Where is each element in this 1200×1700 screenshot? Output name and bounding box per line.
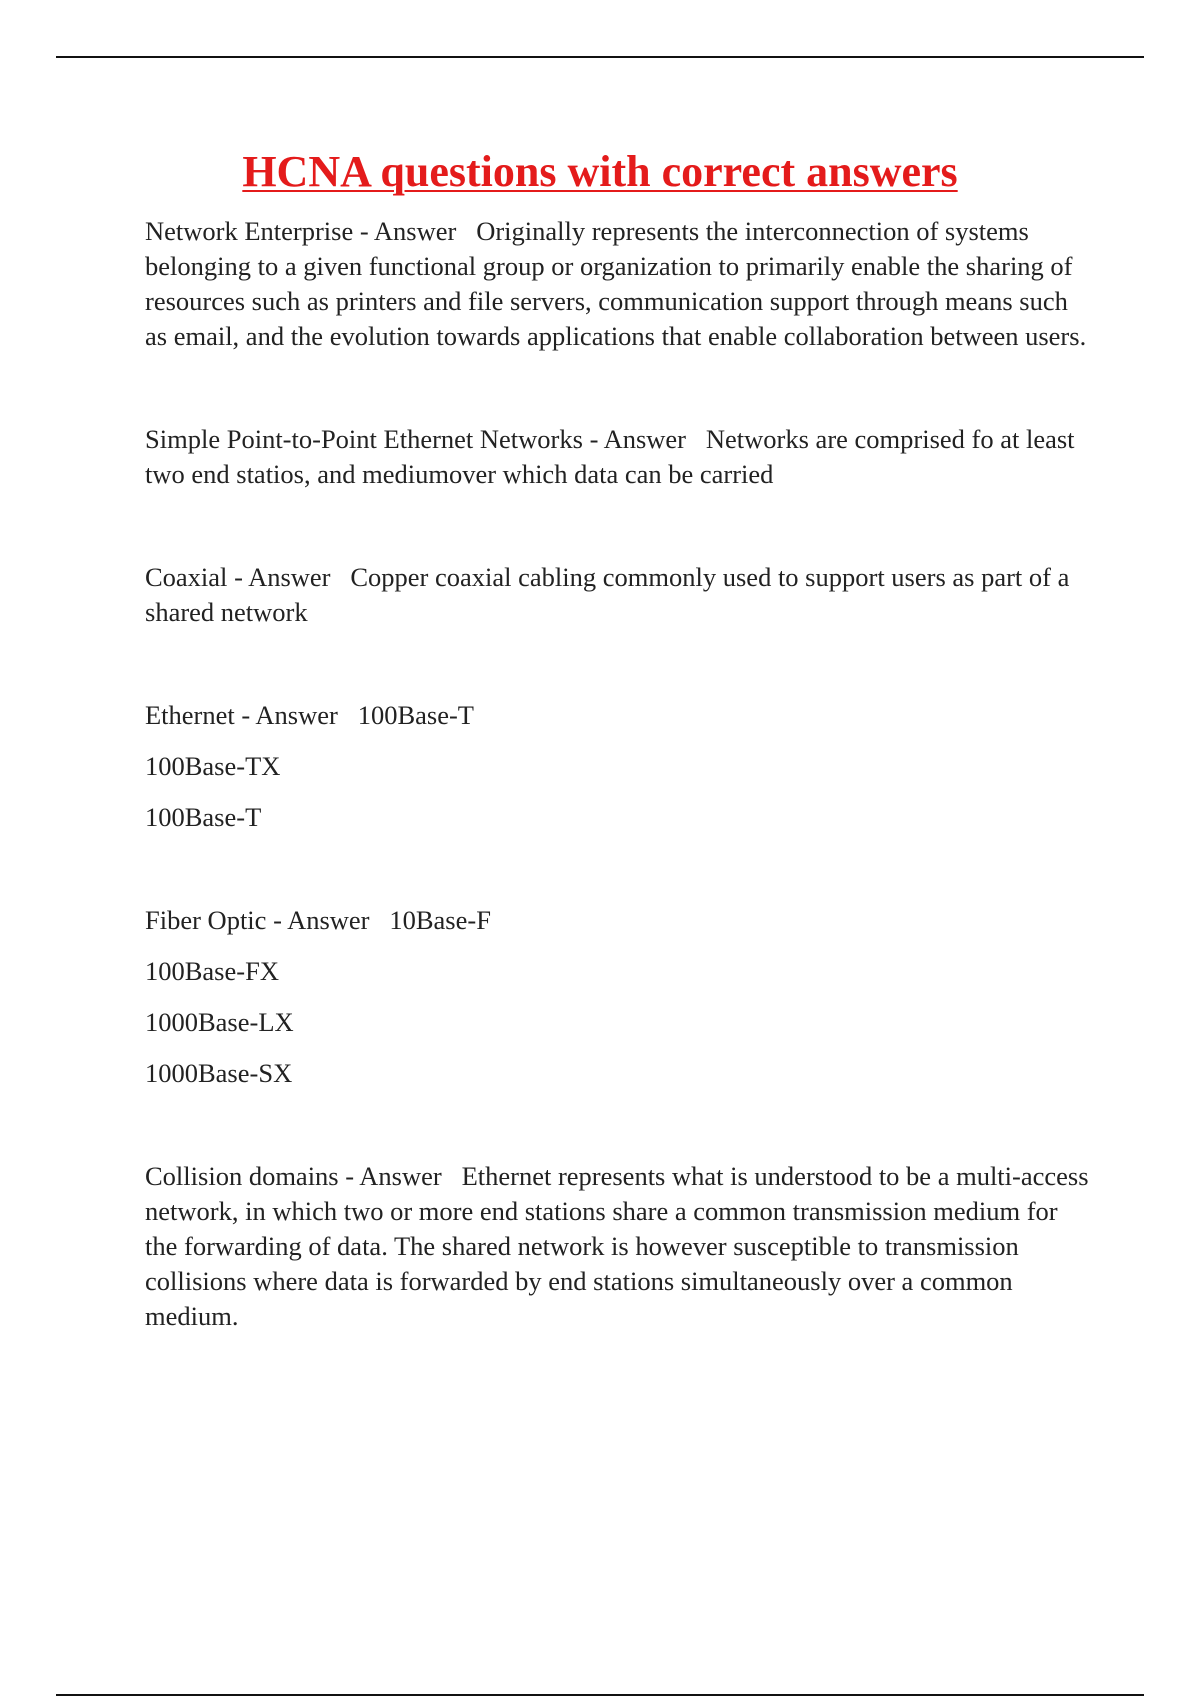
qa-text: Fiber Optic - Answer 10Base-F: [145, 905, 491, 935]
qa-answer: Copper coaxial cabling commonly used to support users as part of a shared network: [145, 562, 1070, 627]
qa-text: Ethernet - Answer 100Base-T: [145, 700, 474, 730]
document-title: HCNA questions with correct answers: [242, 147, 958, 196]
qa-answer-line: 100Base-TX: [145, 751, 281, 781]
qa-term: Ethernet: [145, 700, 235, 730]
qa-answer: 100Base-T: [357, 700, 474, 730]
qa-answer-line: 1000Base-SX: [145, 1058, 293, 1088]
qa-answer-line: 1000Base-LX: [145, 1007, 294, 1037]
qa-answer-label: Answer: [287, 905, 370, 935]
qa-text: Collision domains - Answer Ethernet represents what is understood to be a multi-access network, in which two or more end stations share a common transmission medium for the forwarding of data. The shared network is however susceptible to transmission collisions where data is forwarded by end stations simultaneously over a common medium.: [145, 1161, 1089, 1331]
qa-text: Coaxial - Answer Copper coaxial cabling commonly used to support users as part of a shared network: [145, 562, 1070, 627]
qa-answer-label: Answer: [603, 424, 687, 454]
qa-text: Network Enterprise - Answer Originally represents the interconnection of systems belonging to a given functional group or organization to primarily enable the sharing of resources such as printers and file servers, communication support through means such as email, and the evolution towards applications that enable collaboration between users.: [145, 216, 1087, 351]
qa-answer: Ethernet represents what is understood to be a multi-access network, in which two or more end stations share a common transmission medium for the forwarding of data. The shared network is however susceptible to transmission collisions where data is forwarded by end stations simultaneously over a common medium.: [145, 1161, 1089, 1331]
qa-answer-label: Answer: [359, 1161, 442, 1191]
top-rule: [56, 56, 1144, 58]
qa-list: [145, 214, 1095, 1402]
qa-answer: Originally represents the interconnection of systems belonging to a given functional group or organization to primarily enable the sharing of resources such as printers and file servers, communication support through means such as email, and the evolution towards applications that enable collaboration between users.: [145, 216, 1087, 351]
qa-answer-label: Answer: [248, 562, 331, 592]
qa-answer-label: Answer: [373, 216, 457, 246]
qa-entry: [145, 903, 1095, 1091]
qa-text: Simple Point-to-Point Ethernet Networks - Answer Networks are comprised fo at least two end statios, and mediumover which data can be carried: [145, 424, 1075, 489]
qa-answer-line: 100Base-T: [145, 802, 262, 832]
qa-term: Collision domains: [145, 1161, 339, 1191]
qa-answer-line: 100Base-FX: [145, 956, 279, 986]
qa-entry: [145, 698, 1095, 835]
qa-term: Coaxial: [145, 562, 228, 592]
qa-answer: 10Base-F: [389, 905, 491, 935]
qa-entry: [145, 422, 1095, 492]
qa-entry: [145, 1159, 1095, 1334]
bottom-rule: [56, 1694, 1144, 1696]
qa-term: Simple Point-to-Point Ethernet Networks: [145, 424, 583, 454]
qa-answer: Networks are comprised fo at least two end statios, and mediumover which data can be carried: [145, 424, 1075, 489]
qa-entry: [145, 560, 1095, 630]
qa-term: Network Enterprise: [145, 216, 354, 246]
qa-term: Fiber Optic: [145, 905, 267, 935]
qa-entry: [145, 214, 1095, 354]
qa-answer-label: Answer: [255, 700, 338, 730]
